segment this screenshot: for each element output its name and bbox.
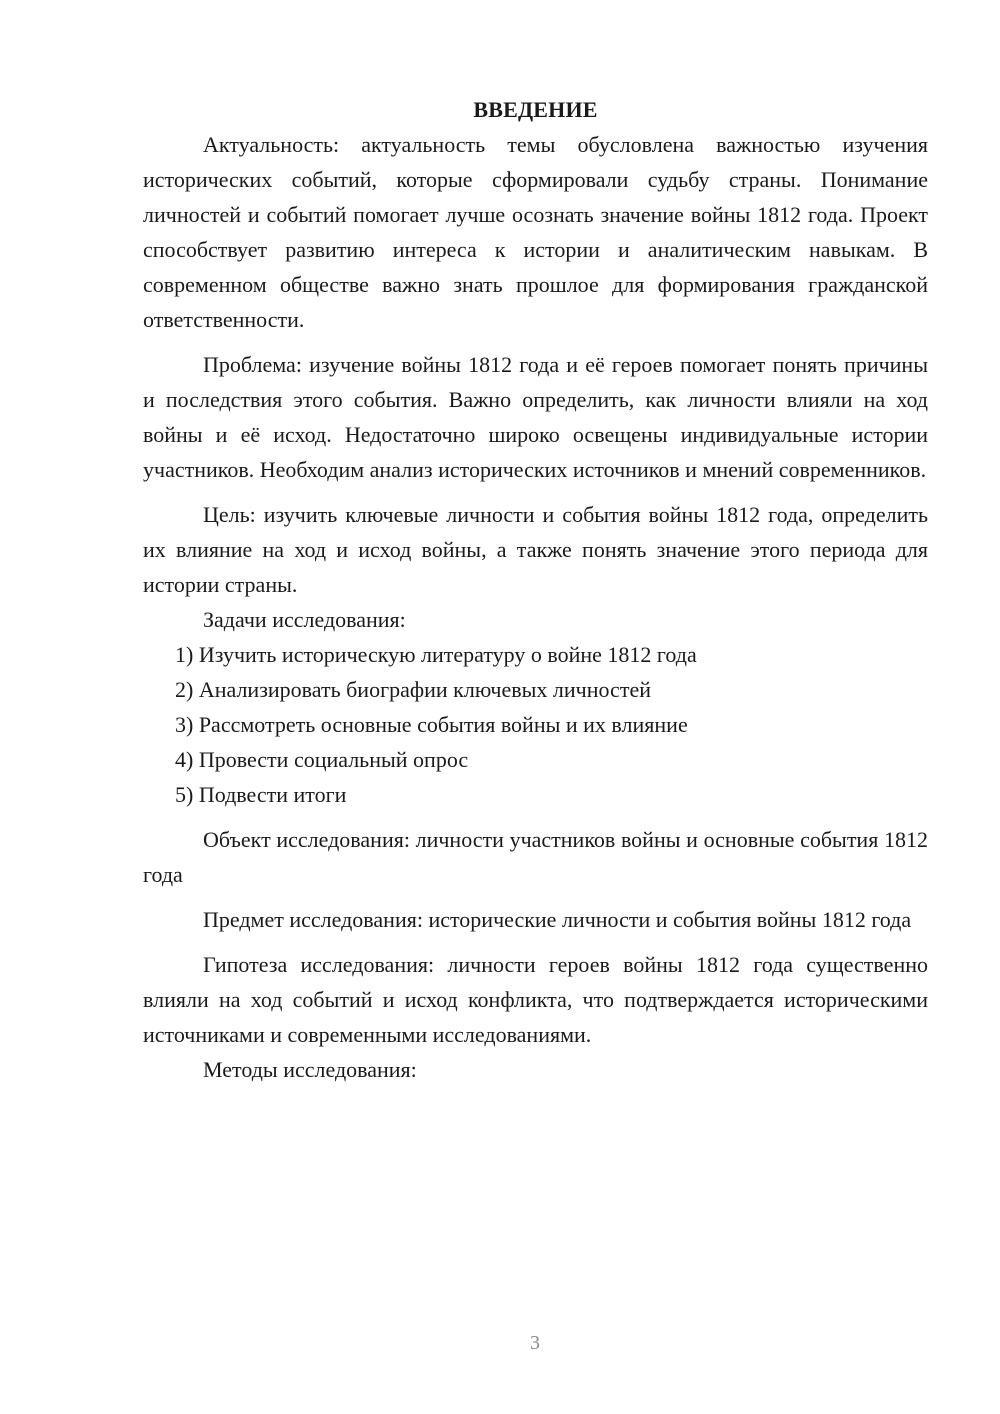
page-title: ВВЕДЕНИЕ — [473, 97, 598, 122]
page-number: 3 — [530, 1332, 540, 1354]
list-item: 1) Изучить историческую литературу о войне 1812 года — [175, 642, 697, 667]
relevance-paragraph: Актуальность: актуальность темы обусловлена важностью изучения исторических событий, которые сформировали судьбу страны. Понимание личностей и событий помогает лучше осознать значение войны 1812 года. Проект способствует развитию интереса к истории и аналитическим навыкам. В современном обществе важно знать прошлое для формирования гражданской ответственности. — [143, 132, 928, 332]
object-paragraph: Объект исследования: личности участников войны и основные события 1812 года — [143, 827, 928, 887]
document-page — [143, 92, 928, 1087]
list-item: 2) Анализировать биографии ключевых личностей — [175, 677, 651, 702]
goal-paragraph: Цель: изучить ключевые личности и события войны 1812 года, определить их влияние на ход и исход войны, а также понять значение этого периода для истории страны. — [143, 502, 928, 597]
tasks-list — [143, 637, 928, 812]
list-item: 3) Рассмотреть основные события войны и их влияние — [175, 712, 688, 737]
hypothesis-paragraph: Гипотеза исследования: личности героев войны 1812 года существенно влияли на ход событий и исход конфликта, что подтверждается историческими источниками и современными исследованиями. — [143, 952, 928, 1047]
list-item: 5) Подвести итоги — [175, 782, 347, 807]
problem-paragraph: Проблема: изучение войны 1812 года и её героев помогает понять причины и последствия этого события. Важно определить, как личности влияли на ход войны и её исход. Недостаточно широко освещены индивидуальные истории участников. Необходим анализ исторических источников и мнений современников. — [143, 352, 928, 482]
subject-paragraph: Предмет исследования: исторические личности и события войны 1812 года — [203, 907, 912, 932]
tasks-heading: Задачи исследования: — [203, 607, 406, 632]
methods-heading: Методы исследования: — [203, 1057, 417, 1082]
list-item: 4) Провести социальный опрос — [175, 747, 469, 772]
